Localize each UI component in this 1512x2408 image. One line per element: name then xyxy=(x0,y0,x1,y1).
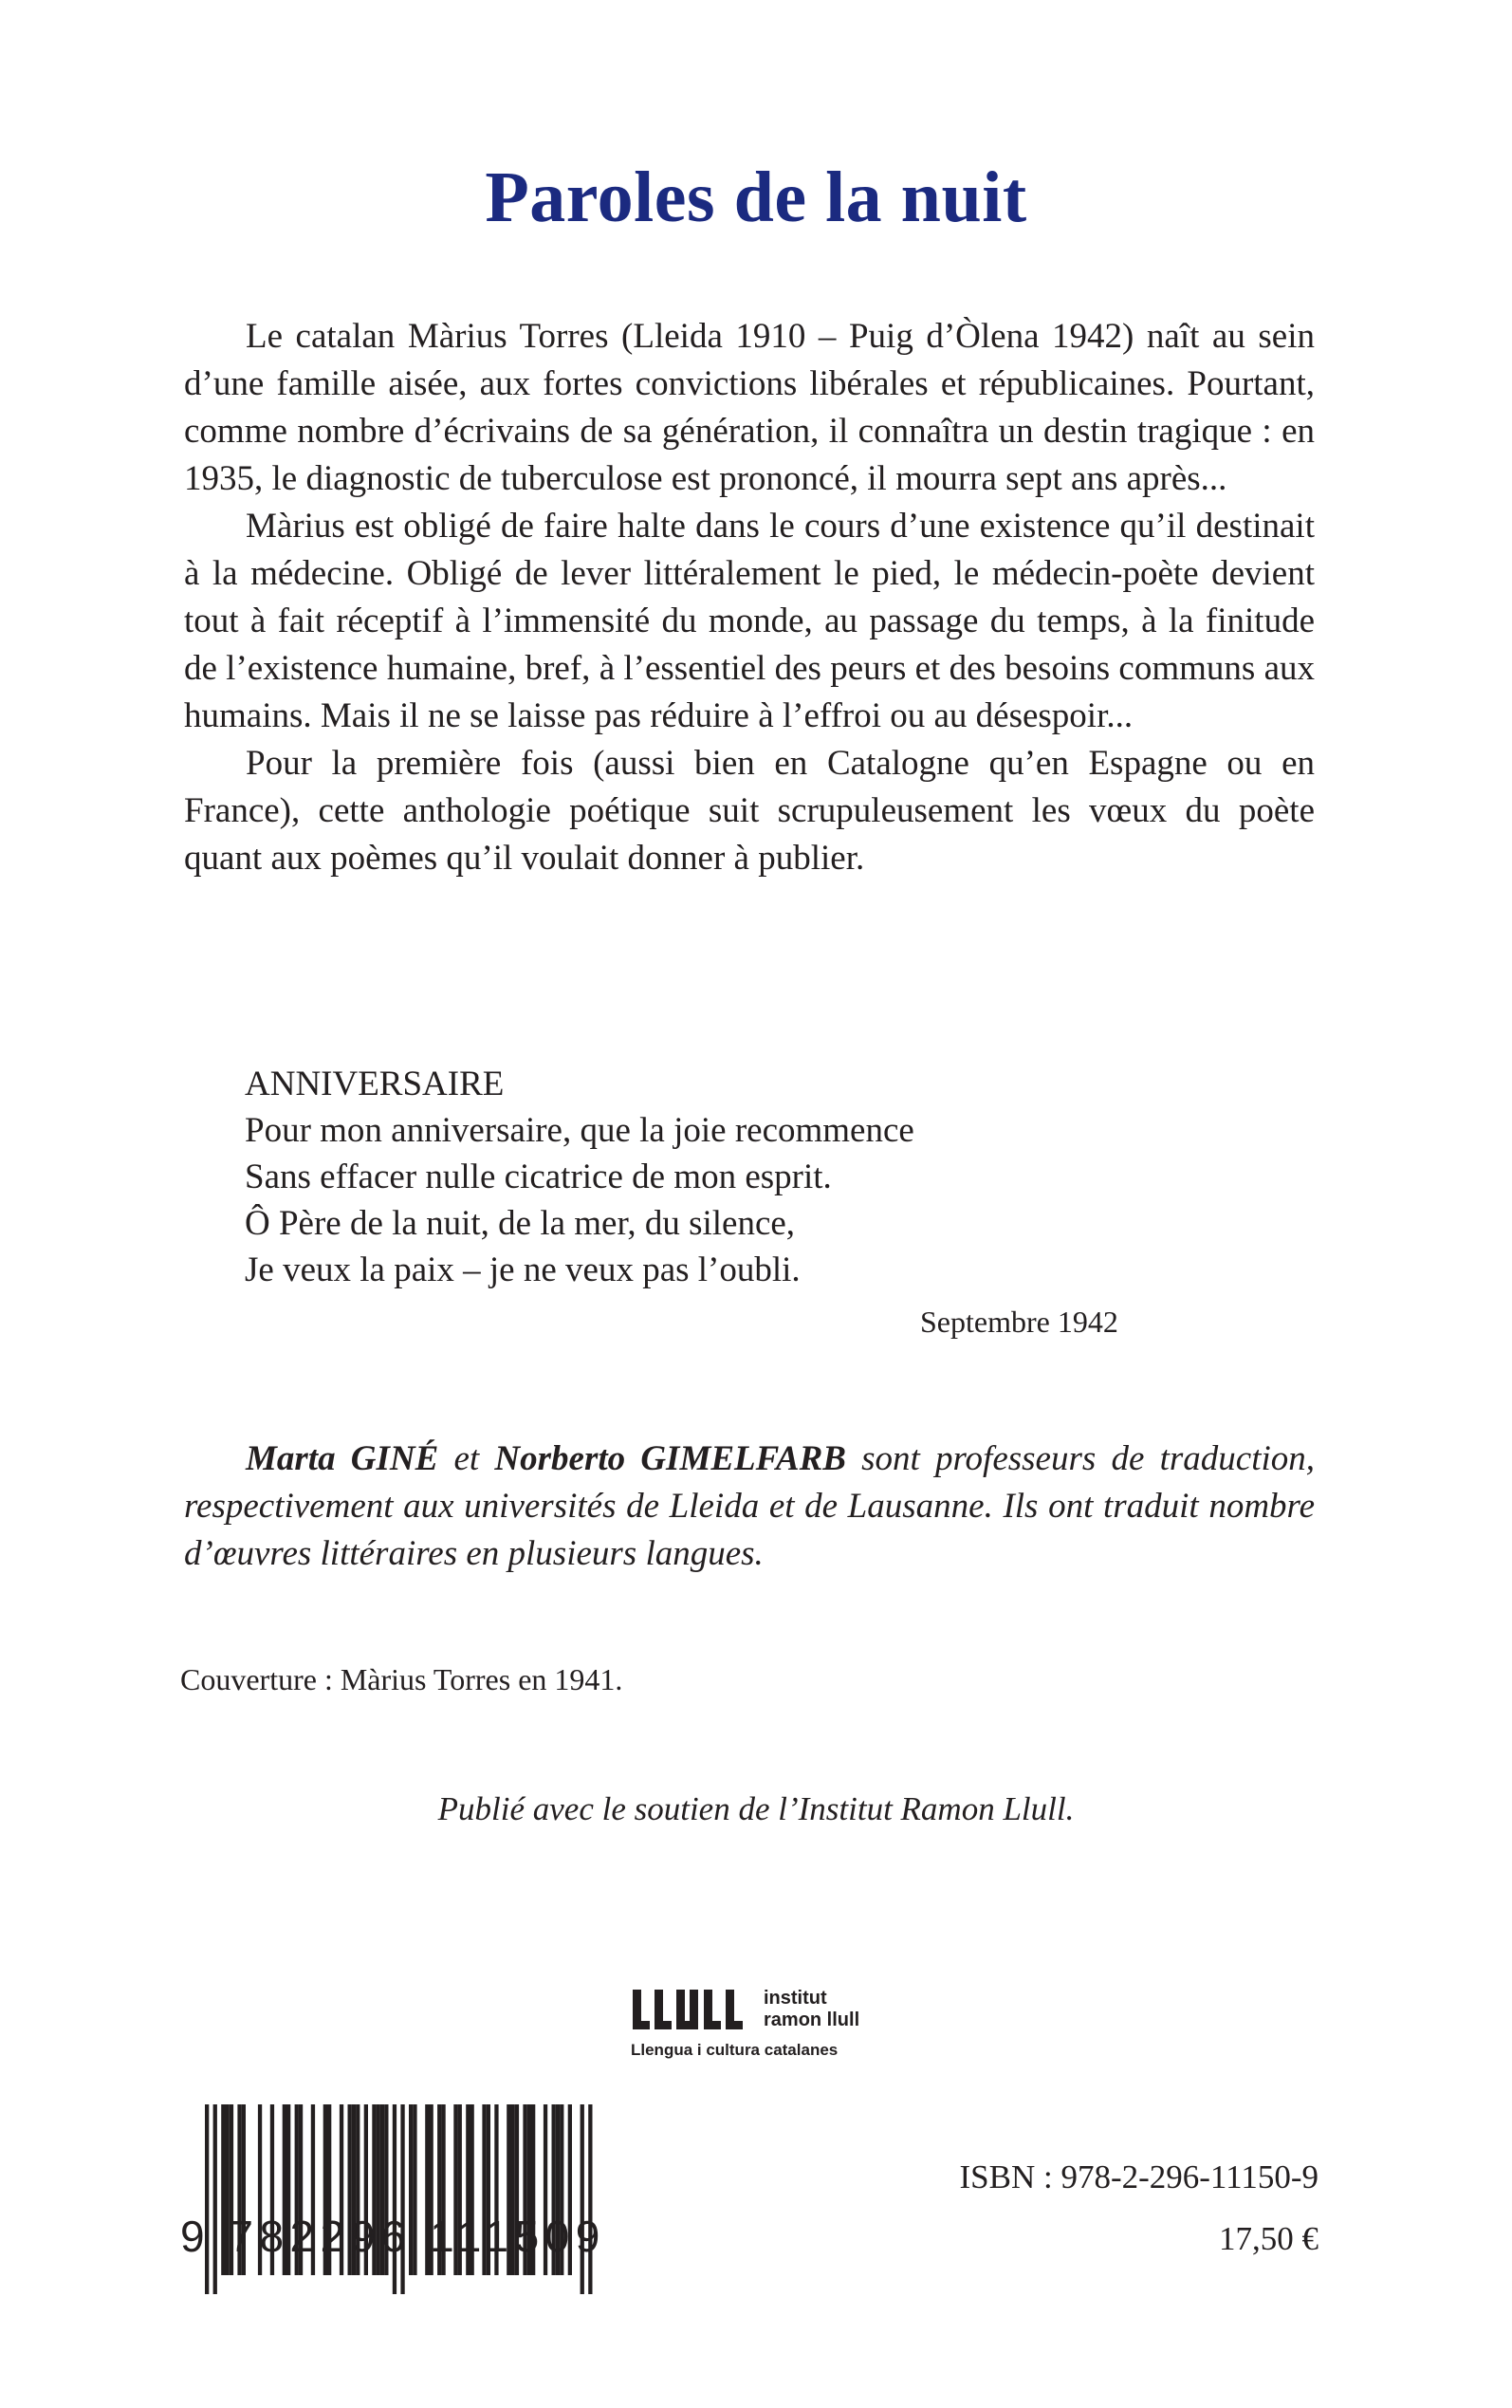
isbn-barcode xyxy=(178,2104,606,2301)
barcode-bar xyxy=(213,2104,217,2294)
isbn-number: ISBN : 978-2-296-11150-9 xyxy=(959,2158,1318,2195)
price: 17,50 € xyxy=(1219,2220,1318,2257)
poem-line: Je veux la paix – je ne veux pas l’oubli. xyxy=(245,1250,801,1289)
summary-paragraph: Le catalan Màrius Torres (Lleida 1910 – Puig d’Òlena 1942) naît au sein d’une famille aisée, aux fortes convictions libérales et républicaines. Pourtant, comme nombre d’écrivains de sa génération, il connaîtra un destin tragique : en 1935, le diagnostic de tuberculose est prononcé, il mourra sept ans après... xyxy=(184,317,1315,498)
barcode-bar xyxy=(581,2104,584,2294)
logo-name-line: institut xyxy=(764,1988,827,2009)
poem-line: Sans effacer nulle cicatrice de mon esprit. xyxy=(245,1158,832,1196)
barcode-bar xyxy=(393,2104,396,2294)
logo-wordmark xyxy=(764,1988,859,2031)
translator-name: Norberto GIMELFARB xyxy=(494,1439,846,1478)
translator-bio-text: sont professeurs de traduction, respectivement aux universités de Lleida et de Lausanne. Ils ont traduit nombre d’œuvres littéraires en plusieurs langues. xyxy=(184,1439,1316,1573)
barcode-bar xyxy=(400,2104,404,2294)
book-title: Paroles de la nuit xyxy=(485,157,1027,237)
llull-logo-icon xyxy=(631,1990,747,2029)
barcode-bar xyxy=(205,2104,209,2294)
logo-name-line: ramon llull xyxy=(764,2010,860,2030)
cover-credit: Couverture : Màrius Torres en 1941. xyxy=(180,1662,623,1696)
translators-bio xyxy=(184,1436,1315,1578)
poem-line: Ô Père de la nuit, de la mer, du silence, xyxy=(245,1204,796,1243)
support-note: Publié avec le soutien de l’Institut Ramon Llull. xyxy=(437,1790,1075,1827)
poem-excerpt xyxy=(245,1061,1193,1293)
poem-line: Pour mon anniversaire, que la joie recommence xyxy=(245,1111,914,1150)
poem-title: ANNIVERSAIRE xyxy=(245,1065,505,1103)
translator-name: Marta GINÉ xyxy=(246,1439,439,1478)
barcode-digits: 9 782296 111509 xyxy=(180,2212,606,2261)
summary-paragraph: Màrius est obligé de faire halte dans le cours d’une existence qu’il destinait à la médecine. Obligé de lever littéralement le pied, le médecin-poète devient tout à fait réceptif à l’immensité du monde, au passage du temps, à la finitude de l’existence humaine, bref, à l’essentiel des peurs et des besoins communs aux humains. Mais il ne se laisse pas réduire à l’effroi ou au désespoir... xyxy=(184,507,1315,735)
barcode-bars xyxy=(178,2104,606,2301)
barcode-bar xyxy=(588,2104,592,2294)
logo-tagline: Llengua i cultura catalanes xyxy=(631,2041,839,2059)
institut-ramon-llull-logo xyxy=(631,1988,925,2064)
poem-date: Septembre 1942 xyxy=(920,1305,1118,1339)
summary-paragraph: Pour la première fois (aussi bien en Catalogne qu’en Espagne ou en France), cette anthologie poétique suit scrupuleusement les vœux du poète quant aux poèmes qu’il voulait donner à publier. xyxy=(184,744,1315,878)
translator-connector: et xyxy=(453,1439,480,1478)
back-cover-summary xyxy=(184,313,1315,882)
